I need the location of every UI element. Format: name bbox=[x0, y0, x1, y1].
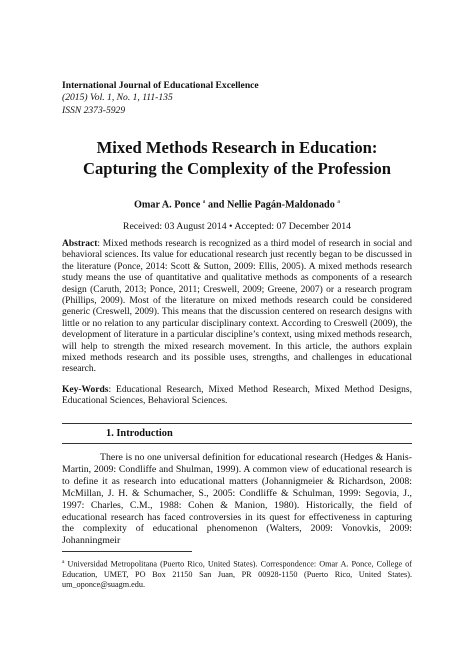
title-line-2: Capturing the Complexity of the Profession bbox=[82, 159, 392, 178]
section-heading-box bbox=[62, 423, 412, 444]
abstract-text: : Mixed methods research is recognized as a third model of research in social and behavioral sciences. Its value for educational research just recently began to be discussed in the literature (Ponce, 2014: Scott & Sutton, 2009: Ellis, 2005). A mixed methods research study means the use of quantitative and qualitative methods as components of a research design (Caruth, 2013; Ponce, 2011; Creswell, 2009; Greene, 2007) or a research program (Phillips, 2009). Most of the literature on mixed methods research could be considered generic (Creswell, 2009). This means that the discussion centered on research designs with little or no relation to any particular disciplinary context. According to Creswell (2009), the development of literature in a particular discipline’s context, using mixed methods research, will help to strength the mixed research movement. In this article, the authors explain mixed methods research and its possible uses, strengths, and challenges in educational research. bbox=[62, 239, 412, 375]
footnote-text: Universidad Metropolitana (Puerto Rico, United States). Correspondence: Omar A. Ponce, College of Education, UMET, PO Box 21150 San Juan, PR 00928-1150 (Puerto Rico, United States). um_oponce@suagm.edu. bbox=[62, 559, 412, 590]
received-accepted-dates: Received: 03 August 2014 • Accepted: 07 December 2014 bbox=[122, 221, 352, 232]
journal-volume: (2015) Vol. 1, No. 1, 111-135 bbox=[62, 92, 173, 104]
keywords bbox=[62, 385, 412, 408]
author-1: Omar A. Ponce bbox=[133, 199, 201, 211]
section-rule-top bbox=[62, 423, 412, 424]
section-rule-bottom bbox=[62, 443, 412, 444]
abstract bbox=[62, 239, 412, 376]
abstract-label: Abstract bbox=[62, 239, 98, 249]
article-title bbox=[40, 137, 434, 179]
journal-header bbox=[62, 80, 422, 117]
author-2: Nellie Pagán-Maldonado bbox=[227, 199, 335, 211]
author-2-affiliation-mark: a bbox=[337, 199, 341, 205]
footnote-divider bbox=[62, 551, 192, 552]
author-1-affiliation-mark: a bbox=[202, 199, 206, 205]
author-line bbox=[40, 199, 434, 210]
section-heading: 1. Introduction bbox=[106, 428, 173, 439]
footnote bbox=[62, 557, 412, 590]
introduction-paragraph: There is no one universal definition for educational research (Hedges & Hanis-Martin, 2009: Condliffe and Shulman, 1999). A common view of educational research is to define it as research into educational matters (Johannigmeier & Richardson, 2008: McMillan, J. H. & Schumacher, S., 2005: Condliffe & Schulman, 1999: Segovia, J., 1997: Charles, C.M., 1988: Cohen & Manion, 1980). Historically, the field of educational research has faced controversies in its quest for effectiveness in capturing the complexity of educational phenomenon (Walters, 2009: Vonovkis, 2009: Johanningmeir bbox=[62, 452, 412, 547]
journal-issn: ISSN 2373-5929 bbox=[62, 104, 126, 116]
title-line-1: Mixed Methods Research in Education: bbox=[96, 138, 378, 157]
keywords-label: Key-Words bbox=[62, 385, 109, 395]
author-conjunction: and bbox=[205, 199, 227, 211]
footnote-mark: a bbox=[62, 559, 65, 565]
journal-name: International Journal of Educational Excellence bbox=[62, 80, 259, 91]
keywords-text: : Educational Research, Mixed Method Research, Mixed Method Designs, Educational Sciences, Behavioral Sciences. bbox=[62, 385, 412, 407]
